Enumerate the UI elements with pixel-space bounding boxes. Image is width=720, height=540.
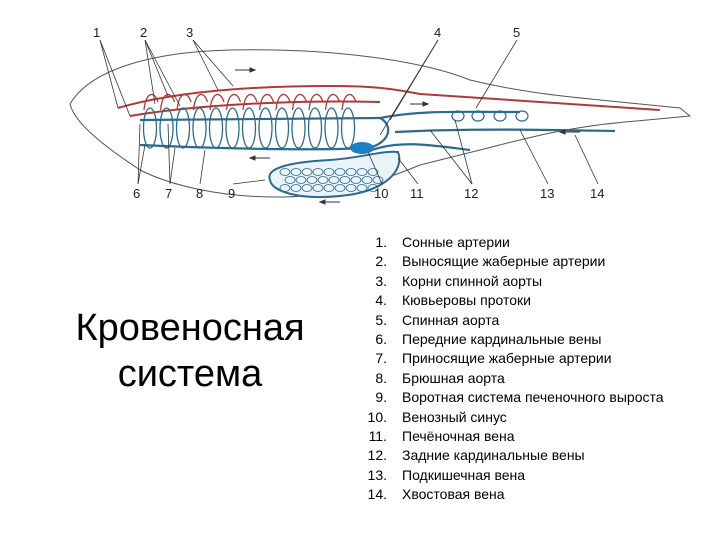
legend-text: Приносящие жаберные артерии — [402, 350, 612, 367]
sinus-venosus — [350, 142, 374, 154]
branchial-arch — [226, 108, 239, 148]
legend-item — [358, 252, 708, 271]
callout-5: 5 — [513, 25, 521, 40]
legend-item — [358, 485, 708, 504]
branchial-arch — [160, 108, 173, 148]
legend-item — [358, 427, 708, 446]
branchial-arch — [144, 108, 157, 148]
posterior-cardinal-vein — [380, 112, 520, 118]
branchial-arch — [210, 108, 223, 148]
legend-item — [358, 233, 708, 252]
legend-text: Сонные артерии — [402, 234, 510, 250]
legend-number: 7. — [375, 350, 387, 367]
legend-number: 9. — [375, 389, 387, 406]
callout-12: 12 — [464, 186, 479, 201]
branchial-arch — [276, 108, 289, 148]
legend-text: Передние кардинальные вены — [402, 331, 602, 348]
legend-number: 10. — [367, 408, 387, 425]
branchial-arches — [144, 108, 355, 148]
cuvier-duct — [372, 118, 388, 147]
anterior-cardinal-vein — [140, 118, 380, 120]
legend-number: 8. — [375, 369, 387, 386]
legend-item — [358, 349, 708, 368]
legend-text: Венозный синус — [402, 408, 507, 425]
callout-14: 14 — [590, 186, 605, 201]
legend-text: Задние кардинальные вены — [402, 447, 585, 464]
callout-11: 11 — [410, 186, 424, 201]
circulatory-system-diagram — [0, 0, 720, 215]
carotid-artery — [118, 86, 420, 108]
subintestinal-vein — [395, 130, 615, 132]
legend-number: 13. — [367, 466, 387, 483]
legend-text: Печёночная вена — [402, 428, 515, 445]
legend-text: Корни спинной аорты — [402, 272, 543, 289]
branchial-arch — [342, 108, 355, 148]
legend-item — [358, 388, 708, 407]
legend-text: Брюшная аорта — [402, 369, 505, 386]
legend-text: Выносящие жаберные артерии — [402, 253, 606, 270]
hepatic-portal-vein — [372, 144, 470, 150]
callout-9: 9 — [228, 186, 236, 201]
branchial-arch — [309, 108, 322, 148]
legend-number: 1. — [375, 234, 387, 250]
callout-2: 2 — [140, 25, 148, 40]
legend-number: 11. — [368, 428, 387, 445]
legend-item — [358, 466, 708, 485]
legend-item — [358, 369, 708, 388]
legend-text: Кювьеровы протоки — [402, 292, 531, 309]
legend-item — [358, 311, 708, 330]
legend-text: Подкишечная вена — [402, 466, 526, 483]
legend-item — [358, 446, 708, 465]
callout-3: 3 — [186, 25, 194, 40]
slide-title: Кровеносная система — [75, 307, 305, 395]
legend-number: 6. — [375, 331, 387, 348]
legend-text: Хвостовая вена — [402, 486, 505, 503]
callout-10: 10 — [374, 186, 389, 201]
legend-number: 4. — [375, 292, 387, 309]
branchial-arch — [259, 108, 272, 148]
legend-number: 2. — [375, 253, 387, 270]
legend-number: 3. — [375, 272, 387, 289]
branchial-arch — [243, 108, 256, 148]
legend-text: Воротная система печеночного выроста — [402, 389, 664, 406]
branchial-arch — [177, 108, 190, 148]
legend-list — [358, 233, 708, 505]
veins — [140, 112, 615, 150]
legend-item — [358, 330, 708, 349]
legend-number: 12. — [367, 447, 387, 464]
callout-7: 7 — [165, 186, 173, 201]
callout-6: 6 — [133, 186, 141, 201]
branchial-arch — [292, 108, 305, 148]
legend-text: Спинная аорта — [402, 311, 500, 328]
legend-item — [358, 291, 708, 310]
legend-item — [358, 272, 708, 291]
callout-1: 1 — [93, 25, 101, 40]
branchial-arch — [193, 108, 206, 148]
arteries — [118, 86, 660, 116]
legend-number: 14. — [367, 486, 387, 503]
branchial-arch — [325, 108, 338, 148]
callout-4: 4 — [434, 25, 442, 40]
legend-number: 5. — [375, 311, 387, 328]
callout-13: 13 — [540, 186, 555, 201]
legend-item — [358, 408, 708, 427]
callout-8: 8 — [196, 186, 204, 201]
